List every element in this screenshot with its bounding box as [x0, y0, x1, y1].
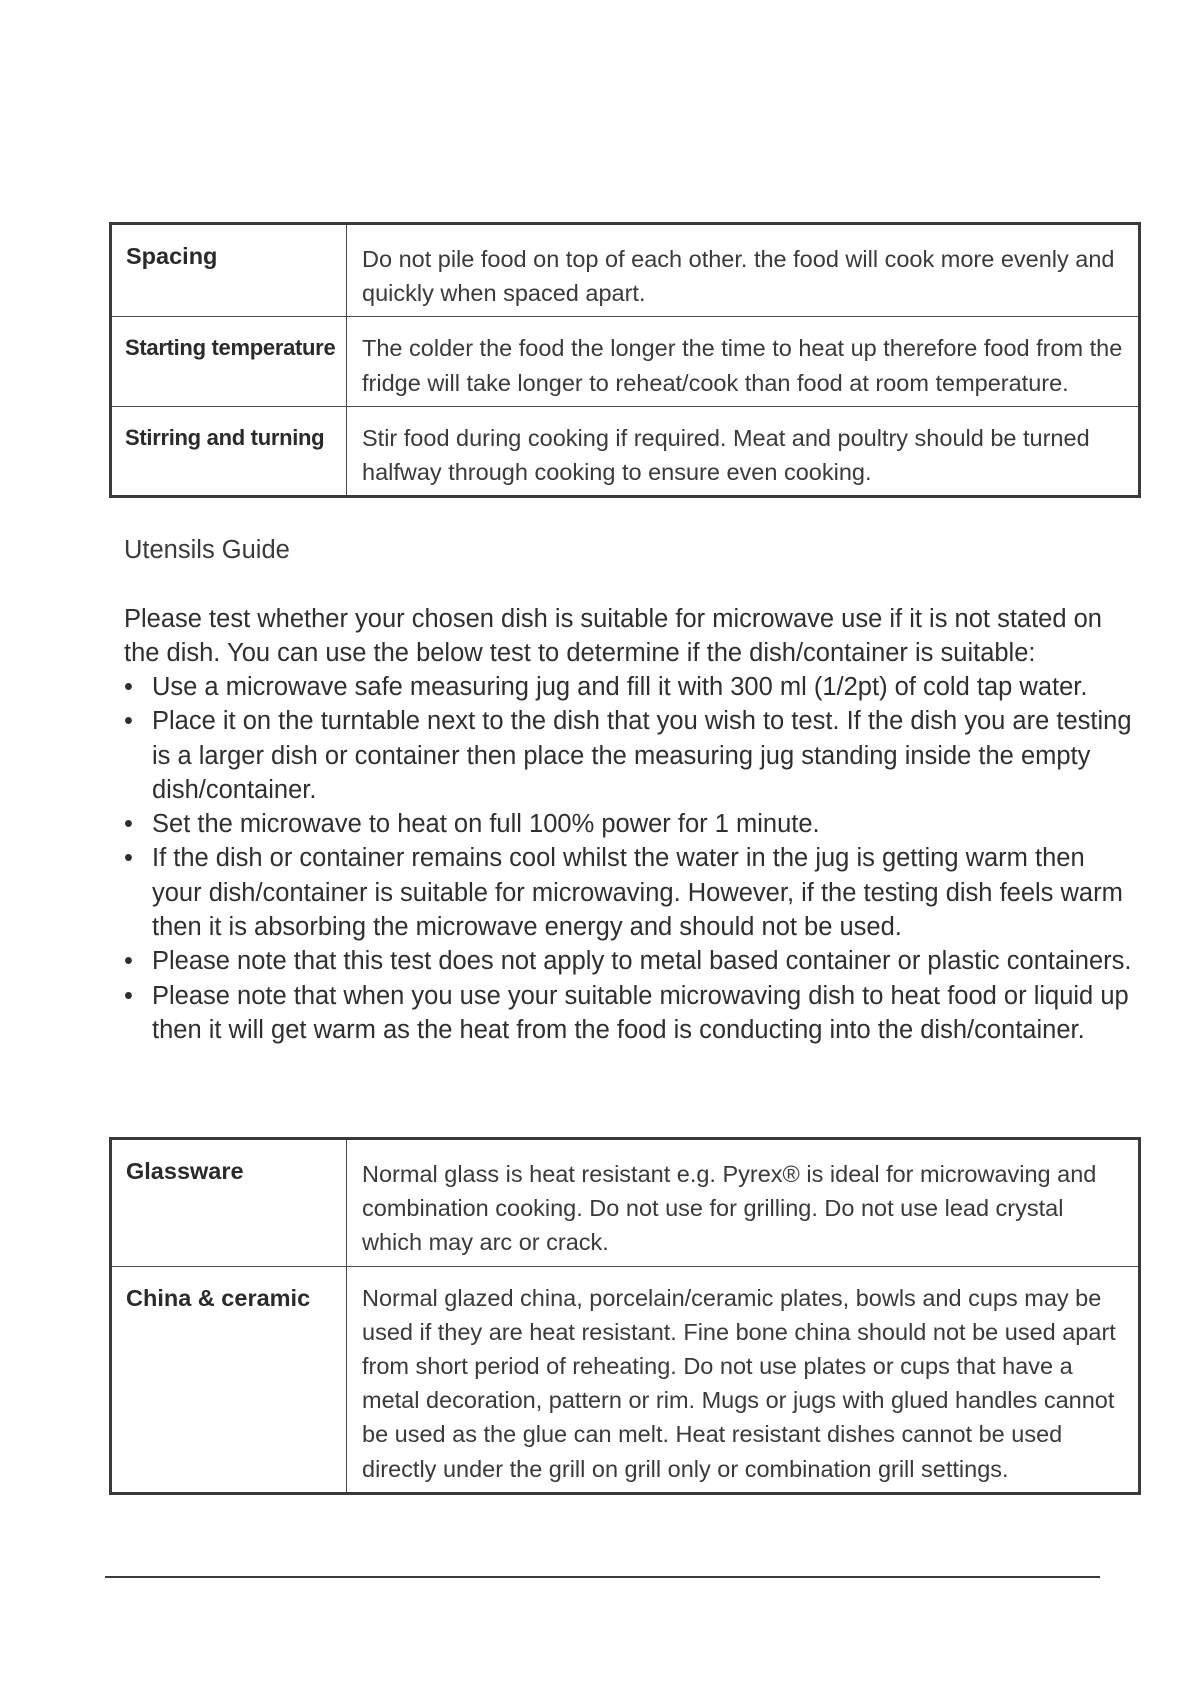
row-description: Normal glazed china, porcelain/ceramic plates, bowls and cups may be used if they are heat resistant. Fine bone china should not be used apart from short period of reheating. Do not use plates or cups that have a metal decoration, pattern or rim. Mugs or jugs with glued handles cannot be used as the glue can melt. Heat resistant dishes cannot be used directly under the grill on grill only or combination grill settings. — [347, 1266, 1140, 1493]
bullet-icon: • — [124, 673, 133, 701]
utensils-intro-paragraph: Please test whether your chosen dish is suitable for microwave use if it is not stated on the dish. You can use the below test to determine if the dish/container is suitable: — [124, 605, 1102, 668]
bullet-icon: • — [124, 981, 133, 1010]
list-item — [124, 670, 1139, 704]
bullet-icon: • — [124, 844, 133, 873]
dish-test-steps-list — [124, 670, 1139, 1047]
row-label: Glassware — [111, 1139, 347, 1267]
bullet-icon: • — [124, 707, 133, 736]
table-row — [111, 406, 1140, 496]
row-label: Spacing — [111, 224, 347, 317]
row-description: The colder the food the longer the time to heat up therefore food from the fridge will take longer to reheat/cook than food at room temperature. — [347, 317, 1140, 406]
row-description: Do not pile food on top of each other. the food will cook more evenly and quickly when spaced apart. — [347, 224, 1140, 317]
list-item — [124, 944, 1139, 978]
bullet-icon: • — [124, 810, 133, 839]
table-row — [111, 1266, 1140, 1493]
list-item-text: Place it on the turntable next to the dish that you wish to test. If the dish you are testing is a larger dish or container then place the measuring jug standing inside the empty dish/container. — [152, 707, 1132, 804]
list-item — [124, 979, 1139, 1048]
list-item-text: Please note that this test does not apply to metal based container or plastic containers. — [152, 947, 1132, 976]
table-row — [111, 1139, 1140, 1267]
table-row — [111, 224, 1140, 317]
list-item-text: If the dish or container remains cool whilst the water in the jug is getting warm then your dish/container is suitable for microwaving. However, if the testing dish feels warm then it is absorbing the microwave energy and should not be used. — [152, 844, 1123, 942]
list-item — [124, 704, 1139, 807]
row-label: Starting temperature — [111, 317, 347, 406]
utensils-guide-heading: Utensils Guide — [124, 536, 290, 564]
row-description: Stir food during cooking if required. Meat and poultry should be turned halfway through cooking to ensure even cooking. — [347, 406, 1140, 496]
row-label: China & ceramic — [111, 1266, 347, 1493]
bullet-icon: • — [124, 947, 133, 976]
row-description: Normal glass is heat resistant e.g. Pyrex® is ideal for microwaving and combination cooking. Do not use for grilling. Do not use lead crystal which may arc or crack. — [347, 1139, 1140, 1267]
list-item — [124, 841, 1139, 944]
table-row — [111, 317, 1140, 406]
list-item — [124, 807, 1139, 841]
row-label: Stirring and turning — [111, 406, 347, 496]
dish-materials-table — [109, 1137, 1141, 1495]
list-item-text: Set the microwave to heat on full 100% power for 1 minute. — [152, 810, 820, 839]
list-item-text: Use a microwave safe measuring jug and fill it with 300 ml (1/2pt) of cold tap water. — [152, 673, 1088, 701]
footer-divider — [105, 1576, 1100, 1578]
cooking-tips-table — [109, 222, 1141, 498]
list-item-text: Please note that when you use your suitable microwaving dish to heat food or liquid up then it will get warm as the heat from the food is conducting into the dish/container. — [152, 981, 1129, 1044]
